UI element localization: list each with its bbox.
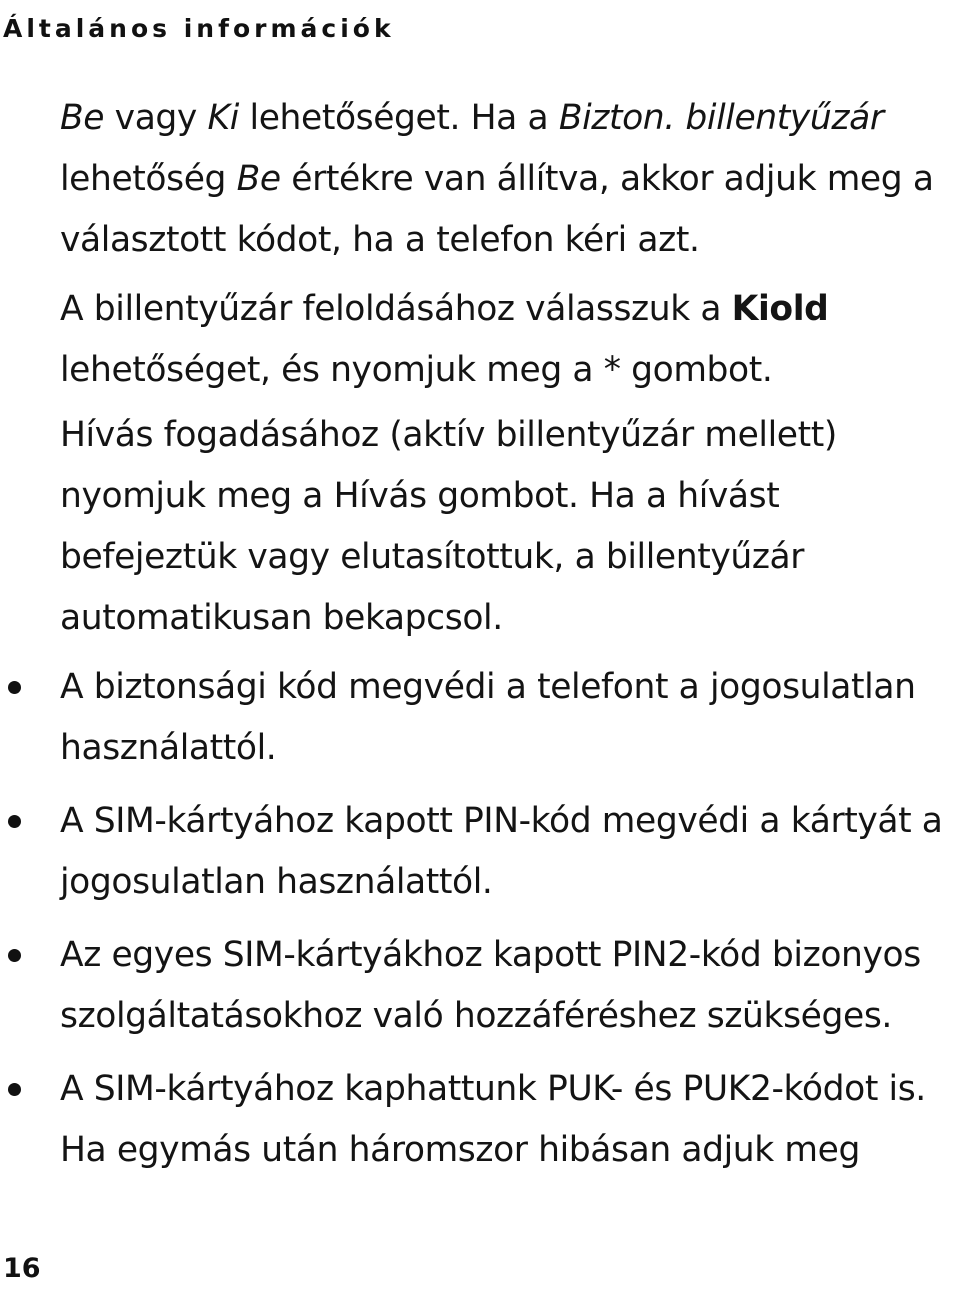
bullet-icon: [8, 815, 21, 828]
paragraph-answer-call: Hívás fogadásához (aktív billentyűzár mellett) nyomjuk meg a Hívás gombot. Ha a hívást befejeztük vagy elutasítottuk, a billentyűzár automatikusan bekapcsol.: [60, 415, 837, 638]
option-security-keyguard: Bizton. billentyűzár: [558, 98, 884, 138]
section-header: Általános információk: [3, 14, 395, 43]
option-on-value: Be: [236, 159, 281, 199]
bullet-item: [60, 791, 955, 913]
bullet-item: [60, 1059, 955, 1181]
bullet-text: A biztonsági kód megvédi a telefont a jogosulatlan használattól.: [60, 667, 916, 768]
bullet-icon: [8, 681, 21, 694]
text-span: lehetőség: [60, 159, 237, 199]
text-span: lehetőséget, és nyomjuk meg a * gombot.: [60, 350, 773, 390]
bullet-icon: [8, 1083, 21, 1096]
paragraph-unlock: [60, 279, 955, 401]
bullet-text: A SIM-kártyához kapott PIN-kód megvédi a kártyát a jogosulatlan használattól.: [60, 801, 943, 902]
text-span: vagy: [104, 98, 208, 138]
bullet-text: A SIM-kártyához kaphattunk PUK- és PUK2-kódot is. Ha egymás után háromszor hibásan adjuk meg: [60, 1069, 926, 1170]
text-span: lehetőséget. Ha a: [238, 98, 559, 138]
text-span: A billentyűzár feloldásához válasszuk a: [60, 289, 732, 329]
page-content: [60, 88, 955, 1193]
option-off: Ki: [207, 98, 239, 138]
page-number: 16: [3, 1253, 41, 1284]
bullet-text: Az egyes SIM-kártyákhoz kapott PIN2-kód bizonyos szolgáltatásokhoz való hozzáféréshez szükséges.: [60, 935, 921, 1036]
bullet-icon: [8, 949, 21, 962]
paragraph-keyguard-code: [60, 88, 955, 271]
option-on: Be: [60, 98, 105, 138]
option-unlock: Kiold: [731, 289, 829, 329]
text-span: értékre van állítva, akkor adjuk meg a választott kódot, ha a telefon kéri azt.: [60, 159, 934, 260]
bullet-item: [60, 925, 955, 1047]
bullet-item: [60, 657, 955, 779]
